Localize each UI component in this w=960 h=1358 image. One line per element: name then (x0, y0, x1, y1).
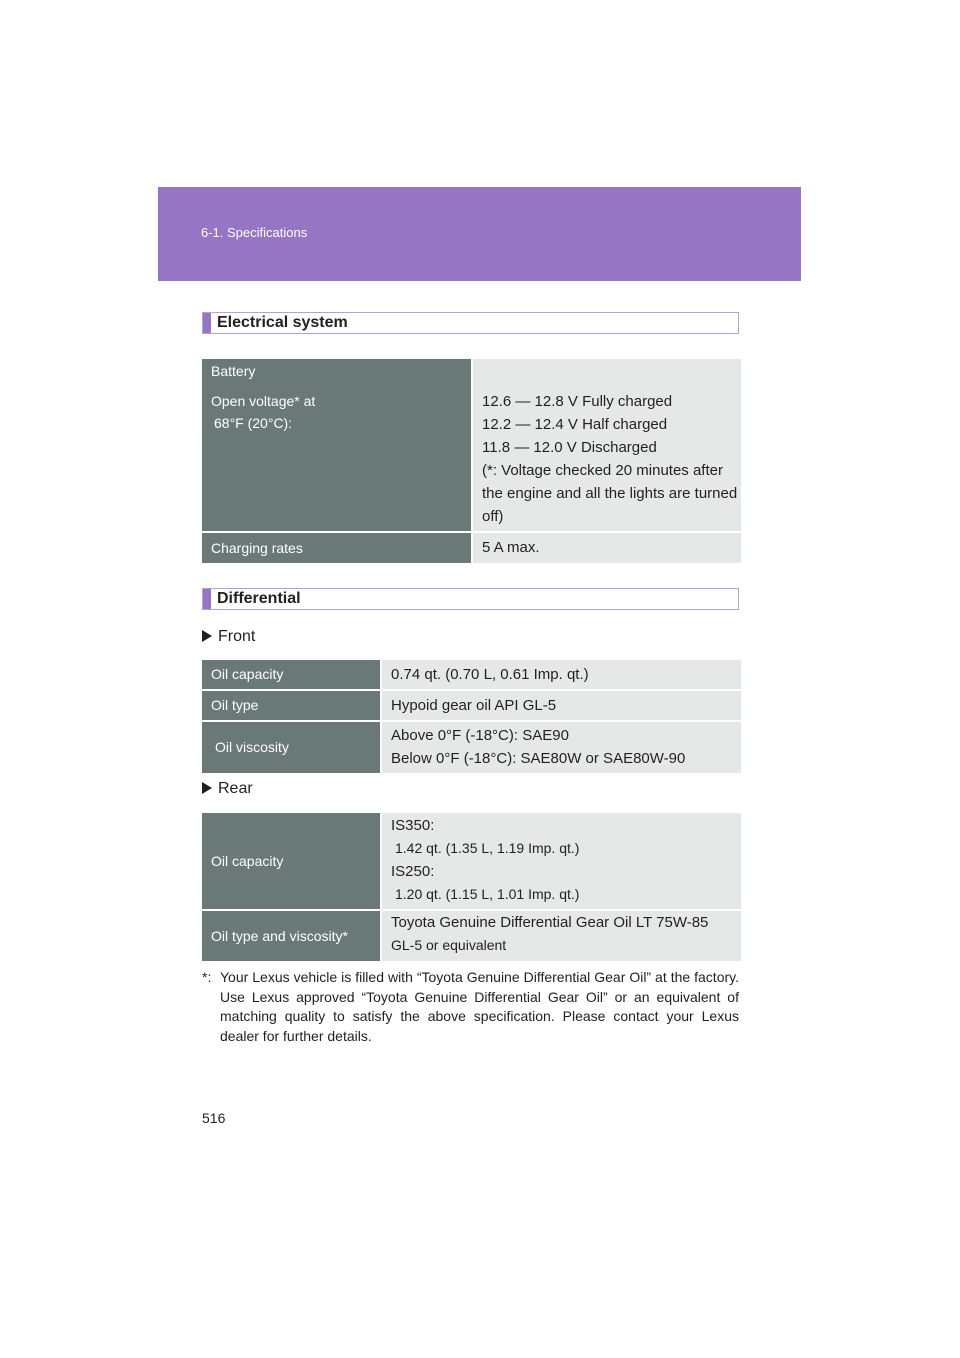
value-line: 1.42 qt. (1.35 L, 1.19 Imp. qt.) (395, 840, 580, 856)
chapter-header (158, 187, 801, 281)
voltage-note: off) (482, 508, 504, 525)
voltage-line: 11.8 — 12.0 V Discharged (482, 439, 657, 456)
footnote-text: Your Lexus vehicle is filled with “Toyota Genuine Differential Gear Oil” at the factory. Use Lexus approved “Toyota Genuine Differential Gear Oil” or an equivalent of matching quality to satisfy the above specification. Please contact your Lexus dealer for further details. (220, 969, 739, 1044)
row-value (382, 911, 741, 961)
front-oil-capacity-row (202, 660, 741, 689)
differential-heading (202, 588, 739, 610)
value-line: Below 0°F (-18°C): SAE80W or SAE80W-90 (391, 750, 686, 767)
row-label: Oil capacity (202, 660, 380, 689)
front-differential-table (202, 660, 741, 773)
front-oil-viscosity-row (202, 722, 741, 773)
value-line: IS350: (391, 817, 435, 834)
electrical-system-heading (202, 312, 739, 334)
row-value: Hypoid gear oil API GL-5 (382, 691, 741, 720)
front-subheading (202, 628, 255, 646)
row-label: Oil capacity (202, 813, 380, 909)
rear-oil-capacity-row (202, 813, 741, 909)
footnote-mark: *: (202, 969, 212, 985)
battery-label: Battery (211, 363, 256, 379)
rear-oil-type-row (202, 911, 741, 961)
rear-subheading (202, 780, 253, 798)
front-label: Front (218, 628, 256, 645)
heading-text: Differential (217, 590, 301, 607)
triangle-bullet-icon (202, 630, 212, 642)
heading-accent-bar (203, 589, 211, 609)
voltage-value-cell (473, 359, 741, 531)
battery-label-cell (202, 359, 471, 531)
front-oil-type-row (202, 691, 741, 720)
charging-label: Charging rates (202, 533, 471, 563)
row-value (382, 722, 741, 773)
row-label: Oil type (202, 691, 380, 720)
row-label: Oil type and viscosity* (202, 911, 380, 961)
rear-label: Rear (218, 780, 253, 797)
value-line: Above 0°F (-18°C): SAE90 (391, 727, 569, 744)
row-value: 0.74 qt. (0.70 L, 0.61 Imp. qt.) (382, 660, 741, 689)
value-line: GL-5 or equivalent (391, 937, 507, 953)
row-label: Oil viscosity (202, 722, 380, 773)
row-value (382, 813, 741, 909)
heading-accent-bar (203, 313, 211, 333)
triangle-bullet-icon (202, 782, 212, 794)
voltage-note: (*: Voltage checked 20 minutes after (482, 462, 723, 479)
footnote (202, 968, 739, 1046)
electrical-spec-table (202, 359, 741, 563)
value-line: Toyota Genuine Differential Gear Oil LT 75W-85 (391, 914, 709, 931)
value-line: 1.20 qt. (1.15 L, 1.01 Imp. qt.) (395, 886, 580, 902)
voltage-note: the engine and all the lights are turned (482, 485, 738, 502)
voltage-line: 12.6 — 12.8 V Fully charged (482, 393, 673, 410)
heading-text: Electrical system (217, 314, 348, 331)
voltage-label-2: 68°F (20°C): (214, 415, 293, 431)
charging-value: 5 A max. (473, 533, 741, 563)
value-line: IS250: (391, 863, 435, 880)
section-label: 6-1. Specifications (201, 225, 308, 240)
page-number: 516 (202, 1110, 226, 1126)
voltage-line: 12.2 — 12.4 V Half charged (482, 416, 668, 433)
battery-row (202, 359, 741, 531)
rear-differential-table (202, 813, 741, 961)
charging-row (202, 533, 741, 563)
voltage-label-1: Open voltage* at (211, 393, 316, 409)
